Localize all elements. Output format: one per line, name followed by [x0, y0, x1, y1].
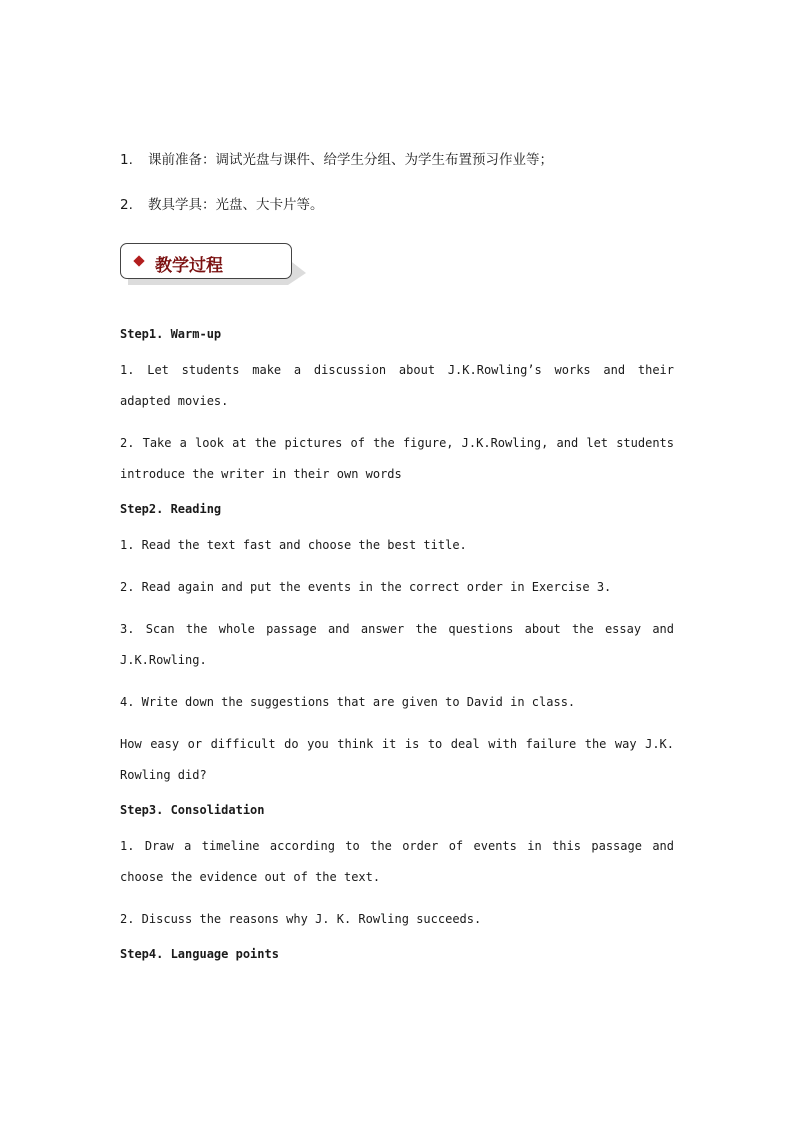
- step-heading: Step2. Reading: [120, 502, 222, 516]
- step-heading: Step1. Warm-up: [120, 327, 222, 341]
- section-header: [120, 243, 292, 279]
- step-paragraph: 2. Read again and put the events in the correct order in Exercise 3.: [120, 580, 612, 594]
- section-title: 教学过程: [155, 256, 223, 276]
- step-paragraph: 2. Take a look at the pictures of the figure, J.K.Rowling, and let students introduce the writer in their own words: [120, 436, 674, 481]
- prep-item-number: 1.: [120, 152, 133, 168]
- diamond-bullet-icon: [133, 255, 144, 266]
- step-paragraph: 1. Let students make a discussion about J.K.Rowling’s works and their adapted movies.: [120, 363, 674, 408]
- prep-item-text: 教具学具：光盘、大卡片等。: [148, 197, 324, 213]
- prep-item-2: [120, 193, 324, 213]
- prep-item-number: 2.: [120, 197, 133, 213]
- step-paragraph: 1. Read the text fast and choose the best title.: [120, 538, 467, 552]
- step-heading: Step3. Consolidation: [120, 803, 265, 817]
- prep-item-1: [120, 148, 553, 168]
- step-paragraph: 4. Write down the suggestions that are given to David in class.: [120, 695, 576, 709]
- step-paragraph: 1. Draw a timeline according to the order of events in this passage and choose the evidence out of the text.: [120, 839, 674, 884]
- lesson-steps: [120, 318, 674, 975]
- step-paragraph: 3. Scan the whole passage and answer the questions about the essay and J.K.Rowling.: [120, 622, 674, 667]
- prep-item-text: 课前准备：调试光盘与课件、给学生分组、为学生布置预习作业等；: [148, 152, 553, 168]
- step-heading: Step4. Language points: [120, 947, 279, 961]
- step-paragraph: How easy or difficult do you think it is to deal with failure the way J.K. Rowling did?: [120, 737, 674, 782]
- step-paragraph: 2. Discuss the reasons why J. K. Rowling succeeds.: [120, 912, 482, 926]
